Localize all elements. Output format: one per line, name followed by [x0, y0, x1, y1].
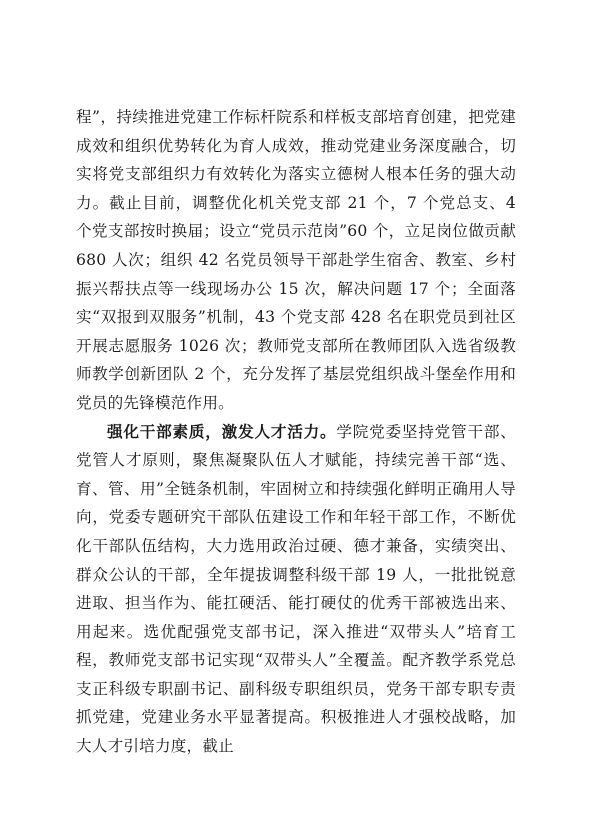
document-body	[76, 103, 516, 761]
paragraph-2-lead-heading: 强化干部素质，激发人才活力。	[107, 422, 337, 441]
paragraph-1-text: 程”，持续推进党建工作标杆院系和样板支部培育创建，把党建成效和组织优势转化为育人成效，推动党建业务深度融合，切实将党支部组织力有效转化为落实立德树人根本任务的强大动力。截止目前，调整优化机关党支部 21 个，7 个党总支、4 个党支部按时换届；设立“党员示范岗”60 个，立足岗位做贡献 680 人次；组织 42 名党员领导干部赴学生宿舍、教室、乡村振兴帮扶点等一线现场办公 15 次，解决问题 17 个；全面落实“双报到双服务”机制，43 个党支部 428 名在职党员到社区开展志愿服务 1026 次；教师党支部所在教师团队入选省级教师教学创新团队 2 个，充分发挥了基层党组织战斗堡垒作用和党员的先锋模范作用。	[76, 108, 516, 412]
paragraph-2-text: 学院党委坚持党管干部、党管人才原则，聚焦凝聚队伍人才赋能，持续完善干部“选、育、管、用”全链条机制，牢固树立和持续强化鲜明正确用人导向，党委专题研究干部队伍建设工作和年轻干部工作，不断优化干部队伍结构，大力选用政治过硬、德才兼备，实绩突出、群众公认的干部，全年提拔调整科级干部 19 人，一批批锐意进取、担当作为、能扛硬活、能打硬仗的优秀干部被选出来、用起来。选优配强党支部书记，深入推进“双带头人”培育工程，教师党支部书记实现“双带头人”全覆盖。配齐教学系党总支正科级专职副书记、副科级专职组织员，党务干部专职专责抓党建，党建业务水平显著提高。积极推进人才强校战略，加大人才引培力度，截止	[76, 422, 516, 756]
paragraph-cadre-quality	[76, 418, 516, 761]
paragraph-party-building-results	[76, 103, 516, 418]
